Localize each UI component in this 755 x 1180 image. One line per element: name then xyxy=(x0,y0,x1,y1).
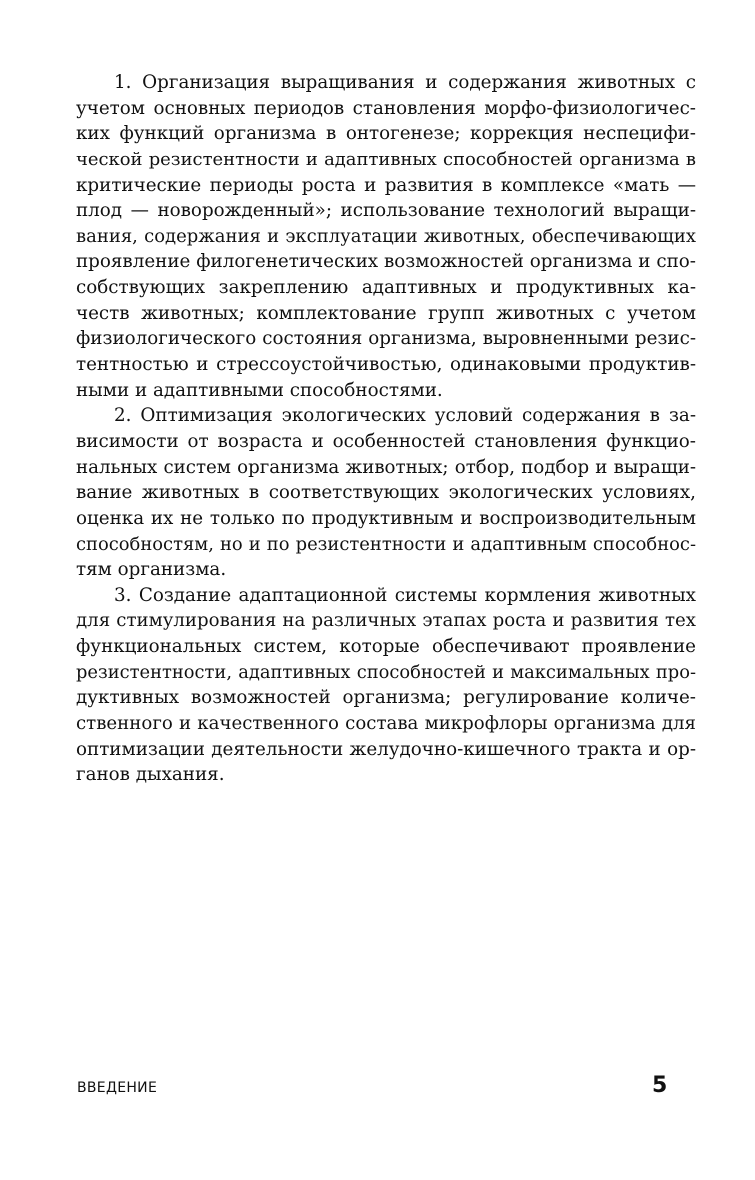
text-line: ственного и качественного состава микрофлоры организма для xyxy=(76,713,696,735)
text-line: учетом основных периодов становления морфо-физиологичес- xyxy=(76,97,696,119)
text-line: ными и адаптивными способностями. xyxy=(76,379,443,401)
text-line: дуктивных возможностей организма; регулирование количе- xyxy=(76,687,696,709)
text-line: 1. Организация выращивания и содержания животных с xyxy=(114,72,696,93)
text-line: тентностью и стрессоустойчивостью, одинаковыми продуктив- xyxy=(76,354,696,376)
text-line: способностям, но и по резистентности и адаптивным способнос- xyxy=(76,533,696,555)
paragraph-1 xyxy=(76,70,696,403)
running-footer-section: ВВЕДЕНИЕ xyxy=(77,1080,158,1096)
text-line: ких функций организма в онтогенезе; коррекция неспецифи- xyxy=(76,123,696,145)
text-line: висимости от возраста и особенностей становления функцио- xyxy=(76,430,696,452)
text-line: честв животных; комплектование групп животных с учетом xyxy=(76,302,696,324)
text-line: оптимизации деятельности желудочно-кишечного тракта и ор- xyxy=(76,738,696,760)
text-line: нальных систем организма животных; отбор, подбор и выращи- xyxy=(76,456,696,478)
text-line: 2. Оптимизация экологических условий содержания в за- xyxy=(114,405,696,427)
text-line: физиологического состояния организма, выровненными резис- xyxy=(76,328,696,350)
text-line: 3. Создание адаптационной системы кормления животных xyxy=(114,584,696,606)
text-line: критические периоды роста и развития в комплексе «мать — xyxy=(76,174,696,196)
paragraph-2 xyxy=(76,403,696,582)
page-body xyxy=(76,70,696,788)
text-line: плод — новорожденный»; использование технологий выращи- xyxy=(76,200,696,222)
text-line: функциональных систем, которые обеспечивают проявление xyxy=(76,636,696,658)
text-line: для стимулирования на различных этапах роста и развития тех xyxy=(76,610,696,632)
text-line: вание животных в соответствующих экологических условиях, xyxy=(76,482,696,504)
text-line: ческой резистентности и адаптивных способностей организма в xyxy=(76,148,696,170)
paragraph-3 xyxy=(76,583,696,788)
page-number: 5 xyxy=(652,1073,668,1098)
text-line: проявление филогенетических возможностей организма и спо- xyxy=(76,251,696,273)
text-line: ганов дыхания. xyxy=(76,764,225,786)
text-line: вания, содержания и эксплуатации животных, обеспечивающих xyxy=(76,225,696,247)
text-line: собствующих закреплению адаптивных и продуктивных ка- xyxy=(76,277,696,299)
text-line: оценка их не только по продуктивным и воспроизводительным xyxy=(76,507,696,529)
text-line: резистентности, адаптивных способностей и максимальных про- xyxy=(76,661,696,683)
text-line: тям организма. xyxy=(76,559,227,581)
